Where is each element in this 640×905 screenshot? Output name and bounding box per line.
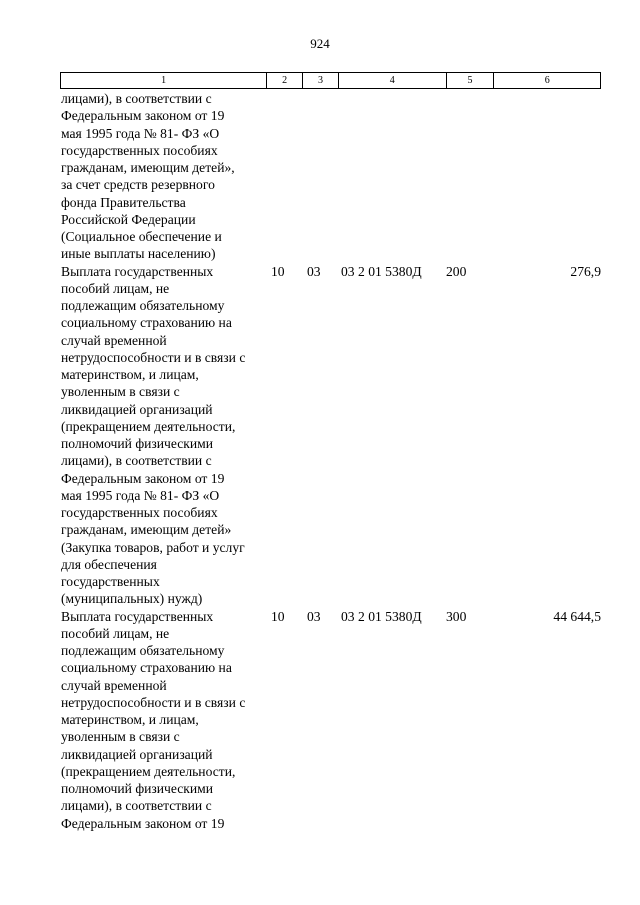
row-expense-type: 200 — [446, 263, 467, 279]
row-description: Выплата государственных пособий лицам, не подлежащим обязательному социальному страхованию на случай временной нетрудоспособности и в связи с материнством, и лицам, уволенным в связи с ликвидацией организаций (прекращением деятельности, полномочий физическими лицами), в соответствии с Федеральным законом от 19 мая 1995 года № 81- ФЗ «О государственных пособиях гражданам, имеющим детей» (Закупка товаров, работ и услуг для обеспечения государственных (муниципальных) нужд) — [61, 263, 246, 607]
table-row — [61, 90, 601, 263]
header-col-5: 5 — [447, 73, 495, 88]
row-amount: 44 644,5 — [553, 608, 601, 624]
row-section: 10 — [271, 608, 285, 624]
table-header — [60, 72, 601, 89]
header-col-3: 3 — [303, 73, 339, 88]
row-description: лицами), в соответствии с Федеральным законом от 19 мая 1995 года № 81- ФЗ «О государственных пособиях гражданам, имеющим детей», за счет средств резервного фонда Правительства Российской Федерации (Социальное обеспечение и иные выплаты населению) — [61, 91, 235, 262]
header-col-2: 2 — [267, 73, 303, 88]
row-subsection: 03 — [307, 608, 321, 624]
table-row — [61, 263, 601, 608]
header-col-4: 4 — [339, 73, 447, 88]
row-section: 10 — [271, 263, 285, 279]
row-target-article: 03 2 01 5380Д — [341, 608, 422, 624]
page-number: 924 — [310, 36, 330, 51]
row-subsection: 03 — [307, 263, 321, 279]
row-amount: 276,9 — [570, 263, 601, 279]
row-expense-type: 300 — [446, 608, 467, 624]
row-description: Выплата государственных пособий лицам, не подлежащим обязательному социальному страхованию на случай временной нетрудоспособности и в связи с материнством, и лицам, уволенным в связи с ликвидацией организаций (прекращением деятельности, полномочий физическими лицами), в соответствии с Федеральным законом от 19 — [61, 608, 246, 831]
header-col-1: 1 — [61, 73, 267, 88]
table-body — [61, 90, 601, 832]
row-target-article: 03 2 01 5380Д — [341, 263, 422, 279]
table-row — [61, 608, 601, 832]
header-col-6: 6 — [544, 75, 550, 86]
